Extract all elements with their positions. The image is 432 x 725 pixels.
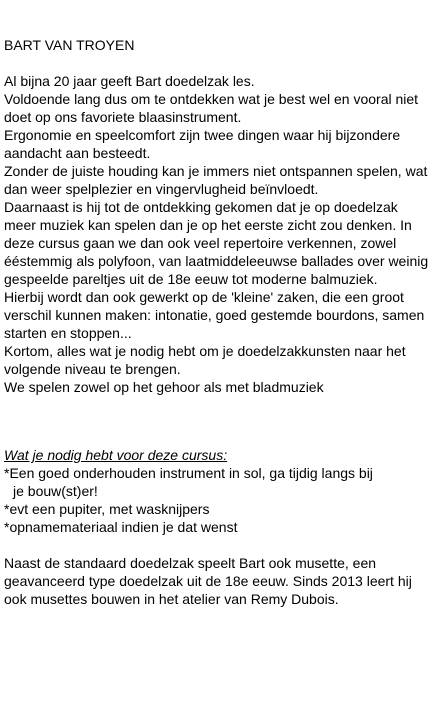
intro-paragraph: Zonder de juiste houding kan je immers niet ontspannen spelen, wat dan weer spelplezier en vingervlugheid beïnvloedt. <box>4 163 428 197</box>
intro-paragraph: We spelen zowel op het gehoor als met bladmuziek <box>4 379 324 395</box>
requirement-item: *evt een pupiter, met wasknijpers <box>4 501 210 517</box>
page-title: BART VAN TROYEN <box>4 37 135 53</box>
intro-section <box>4 72 430 396</box>
intro-paragraph: Hierbij wordt dan ook gewerkt op de 'kleine' zaken, die een groot verschil kunnen maken: intonatie, goed gestemde bourdons, samen starten en stoppen... <box>4 289 425 341</box>
requirements-section <box>4 446 430 536</box>
outro-paragraph: Naast de standaard doedelzak speelt Bart ook musette, een geavanceerd type doedelzak uit de 18e eeuw. Sinds 2013 leert hij ook musettes bouwen in het atelier van Remy Dubois. <box>4 555 412 607</box>
intro-paragraph: Daarnaast is hij tot de ontdekking gekomen dat je op doedelzak meer muziek kan spelen dan je op het eerste zicht zou denken. In deze cursus gaan we dan ook veel repertoire verkennen, zowel ééstemmig als polyfoon, van laatmiddeleeuwse ballades over weinig gespeelde pareltjes uit de 18e eeuw tot moderne balmuziek. <box>4 199 429 287</box>
requirement-item-continuation: je bouw(st)er! <box>13 483 98 499</box>
intro-paragraph: Ergonomie en speelcomfort zijn twee dingen waar hij bijzondere aandacht aan besteedt. <box>4 127 401 161</box>
intro-paragraph: Al bijna 20 jaar geeft Bart doedelzak les. <box>4 73 255 89</box>
requirement-item: *opnamemateriaal indien je dat wenst <box>4 519 238 535</box>
requirements-heading: Wat je nodig hebt voor deze cursus: <box>4 447 228 463</box>
requirement-item: *Een goed onderhouden instrument in sol, ga tijdig langs bij <box>4 465 373 481</box>
intro-paragraph: Voldoende lang dus om te ontdekken wat je best wel en vooral niet doet op ons favoriete blaasinstrument. <box>4 91 419 125</box>
intro-paragraph: Kortom, alles wat je nodig hebt om je doedelzakkunsten naar het volgende niveau te brengen. <box>4 343 406 377</box>
